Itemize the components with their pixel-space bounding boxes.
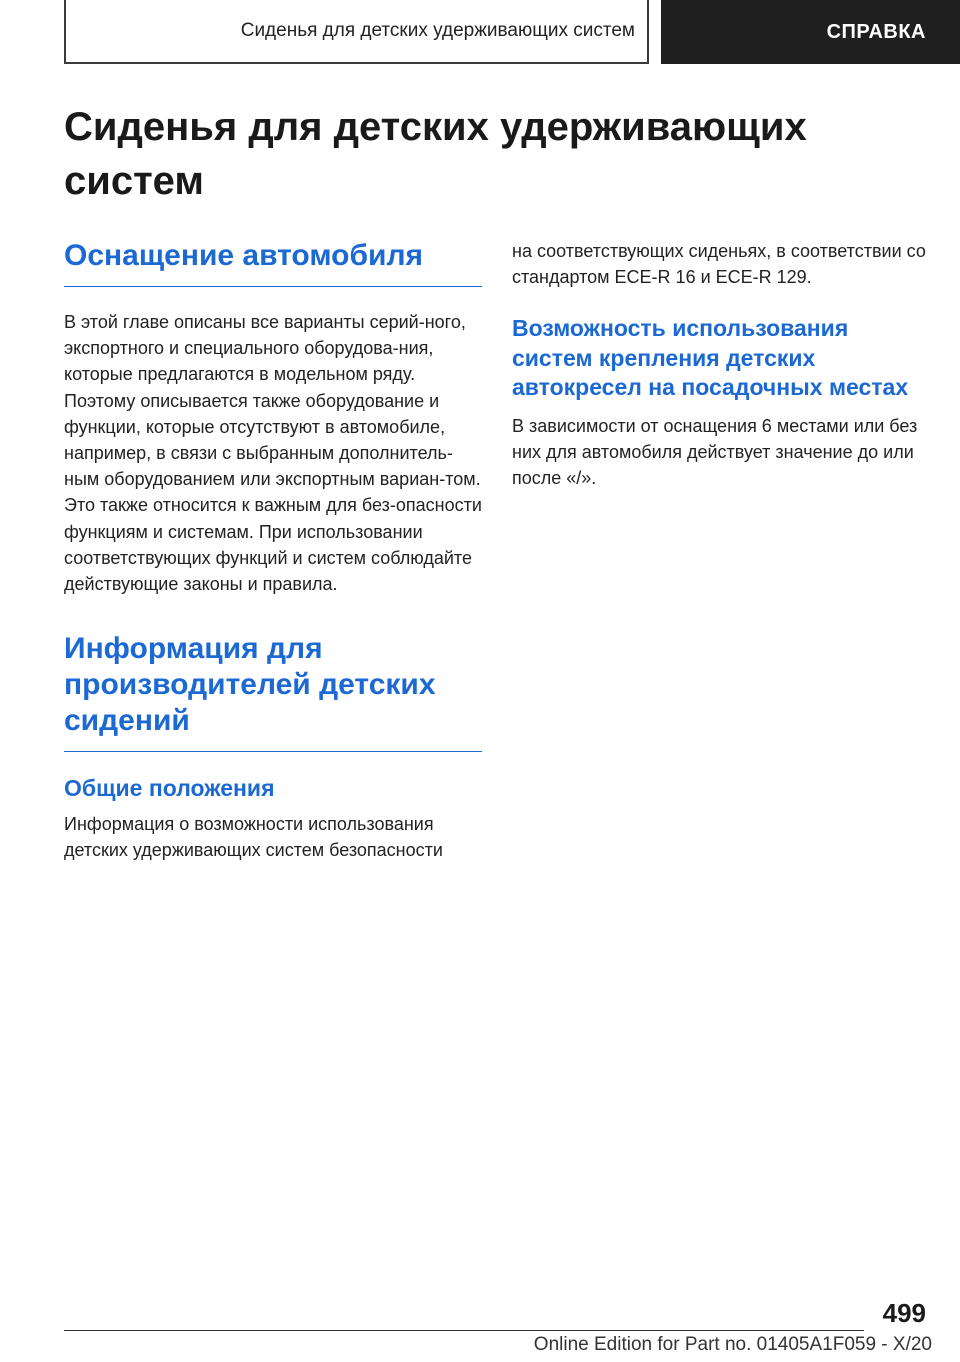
- right-column: [512, 238, 932, 492]
- paragraph-possibility: В зависимости от оснащения 6 местами или без них для автомобиля действует значение до или после «/».: [512, 415, 918, 489]
- paragraph-equipment: В этой главе описаны все варианты серий-ного, экспортного и специального оборудова-ния, которые предлагаются в модельном ряду. Поэтому описывается также оборудование и функции, которые отсутствуют в автомобиле, например, в связи с выбранным дополнитель-ным оборудованием или экспортным вариан-том. Это также относится к важным для без-опасности функциям и системам. При использовании соответствующих функций и систем соблюдайте действующие законы и правила.: [64, 312, 482, 595]
- header-chapter: СПРАВКА: [826, 20, 926, 43]
- heading-equipment: Оснащение автомобиля: [64, 238, 482, 287]
- header-section-title: Сиденья для детских удерживающих систем: [240, 20, 635, 41]
- heading-possibility: Возможность использования систем крепления детских автокресел на посадочных местах: [512, 315, 909, 401]
- heading-general: Общие положения: [64, 775, 275, 802]
- left-column: [64, 238, 482, 864]
- header-section-title-box: [64, 0, 649, 64]
- heading-manufacturer-info: Информация для производителей детских сидений: [64, 631, 482, 752]
- footer-edition: Online Edition for Part no. 01405A1F059 - X/20: [533, 1334, 932, 1355]
- paragraph-continuation: на соответствующих сиденьях, в соответствии со стандартом ECE-R 16 и ECE-R 129.: [512, 241, 926, 288]
- page-number: 499: [882, 1298, 926, 1328]
- paragraph-general: Информация о возможности использования детских удерживающих систем безопасности: [64, 814, 443, 861]
- header-chapter-box: [661, 0, 960, 64]
- footer-divider: [64, 1330, 864, 1331]
- page-title: Сиденья для детских удерживающих систем: [64, 105, 807, 203]
